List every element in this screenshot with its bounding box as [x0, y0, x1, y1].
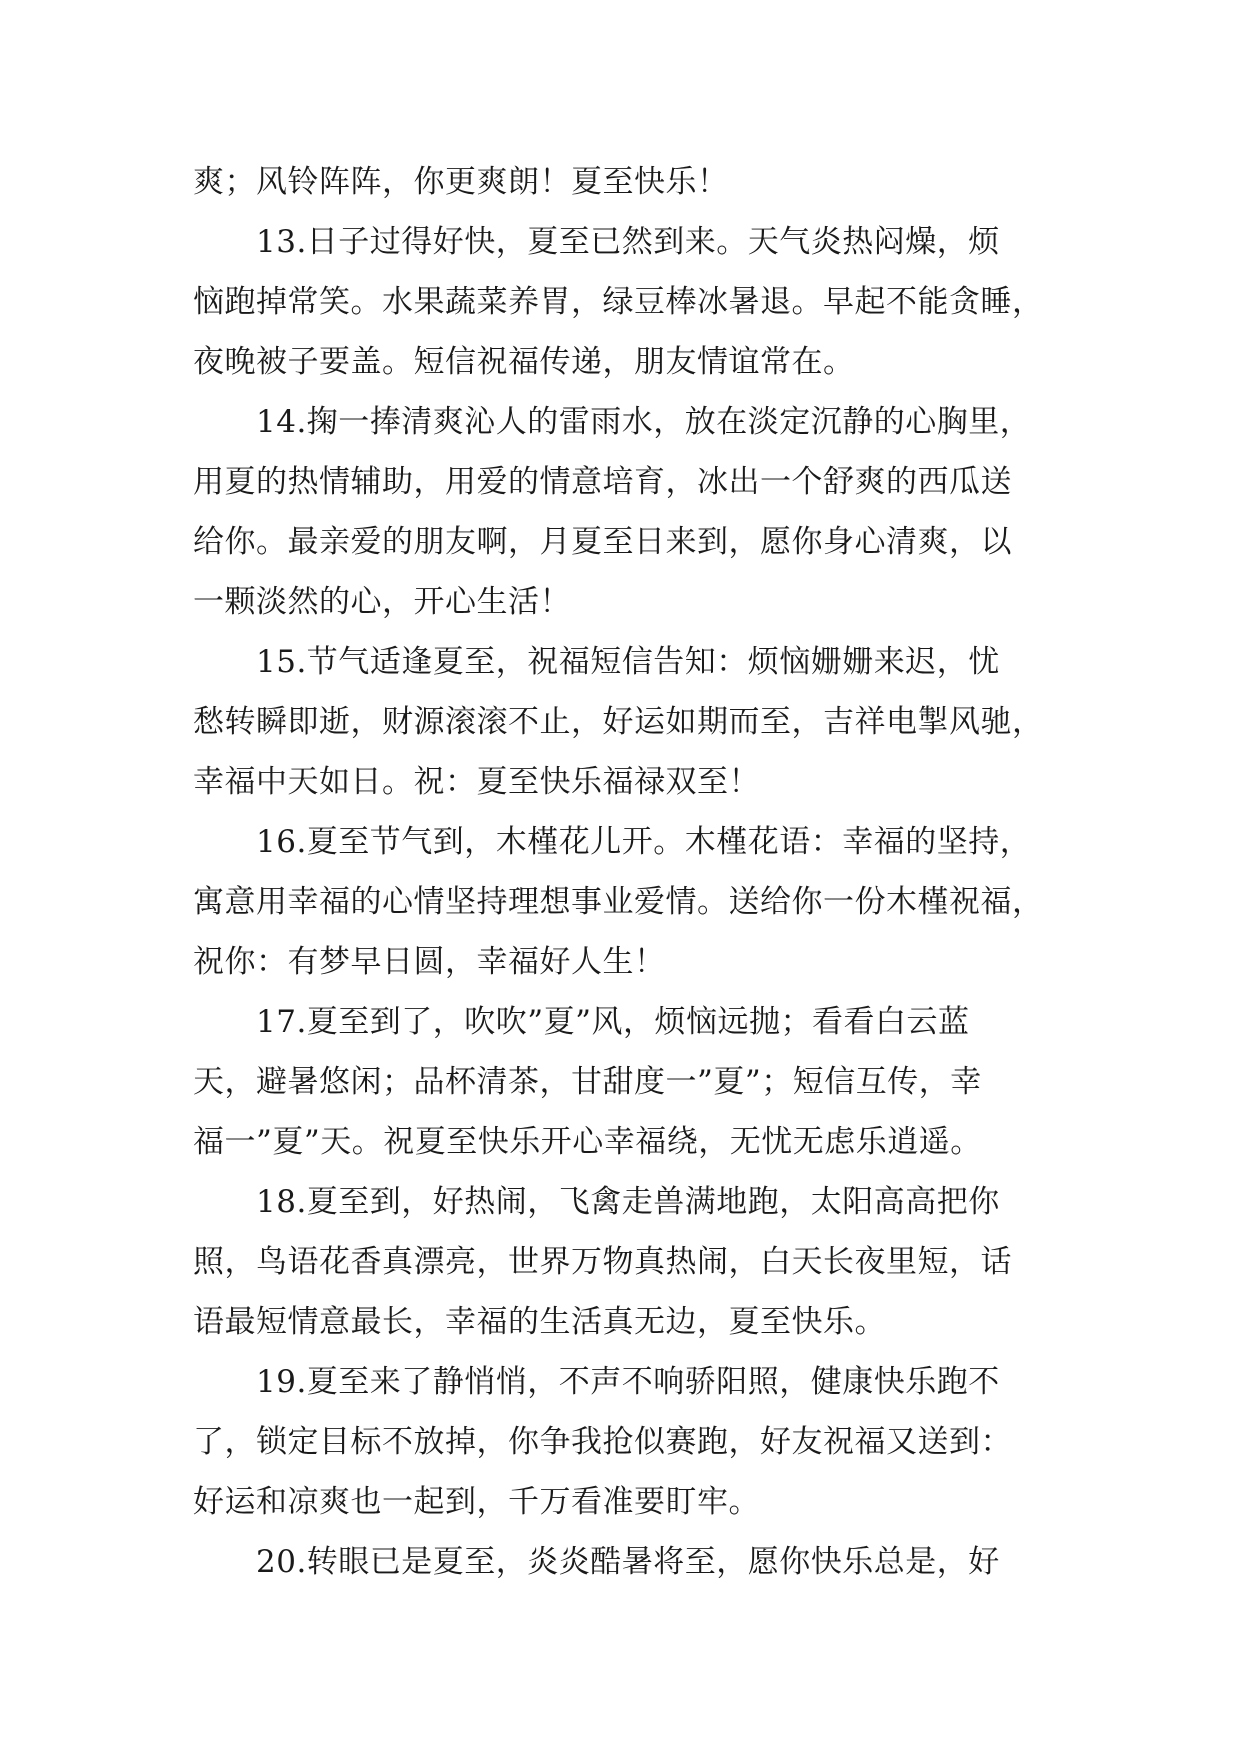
text-line: 了，锁定目标不放掉，你争我抢似赛跑，好友祝福又送到： — [193, 1424, 1012, 1460]
text-line: 语最短情意最长，幸福的生活真无边，夏至快乐。 — [193, 1304, 886, 1340]
text-line: 14.掬一捧清爽沁人的雷雨水，放在淡定沉静的心胸里， — [256, 404, 1032, 440]
body-text — [193, 152, 1073, 1592]
text-line: 照，鸟语花香真漂亮，世界万物真热闹，白天长夜里短，话 — [193, 1244, 1012, 1280]
text-line: 19.夏至来了静悄悄，不声不响骄阳照，健康快乐跑不 — [256, 1364, 1000, 1400]
text-line: 愁转瞬即逝，财源滚滚不止，好运如期而至，吉祥电掣风驰， — [193, 704, 1044, 740]
text-line: 夜晚被子要盖。短信祝福传递，朋友情谊常在。 — [193, 344, 855, 380]
text-line: 给你。最亲爱的朋友啊，月夏至日来到，愿你身心清爽，以 — [193, 524, 1012, 560]
text-line: 恼跑掉常笑。水果蔬菜养胃，绿豆棒冰暑退。早起不能贪睡， — [193, 284, 1044, 320]
text-line: 祝你：有梦早日圆，幸福好人生！ — [193, 944, 666, 980]
text-line: 16.夏至节气到，木槿花儿开。木槿花语：幸福的坚持， — [256, 824, 1032, 860]
text-line: 幸福中天如日。祝：夏至快乐福禄双至！ — [193, 764, 760, 800]
text-line: 18.夏至到，好热闹，飞禽走兽满地跑，太阳高高把你 — [256, 1184, 1000, 1220]
text-line: 一颗淡然的心，开心生活！ — [193, 584, 571, 620]
text-line: 15.节气适逢夏至，祝福短信告知：烦恼姗姗来迟，忧 — [256, 644, 1000, 680]
text-line: 17.夏至到了，吹吹”夏”风，烦恼远抛；看看白云蓝 — [256, 1004, 970, 1040]
text-line: 好运和凉爽也一起到，千万看准要盯牢。 — [193, 1484, 760, 1520]
text-line: 福一”夏”天。祝夏至快乐开心幸福绕，无忧无虑乐逍遥。 — [193, 1124, 982, 1160]
text-line: 爽；风铃阵阵，你更爽朗！夏至快乐！ — [193, 164, 729, 200]
text-line: 20.转眼已是夏至，炎炎酷暑将至，愿你快乐总是，好 — [256, 1544, 1000, 1580]
text-line: 寓意用幸福的心情坚持理想事业爱情。送给你一份木槿祝福， — [193, 884, 1044, 920]
text-line: 天，避暑悠闲；品杯清茶，甘甜度一”夏”；短信互传，幸 — [193, 1064, 982, 1100]
text-line: 用夏的热情辅助，用爱的情意培育，冰出一个舒爽的西瓜送 — [193, 464, 1012, 500]
text-line: 13.日子过得好快，夏至已然到来。天气炎热闷燥，烦 — [256, 224, 1000, 260]
